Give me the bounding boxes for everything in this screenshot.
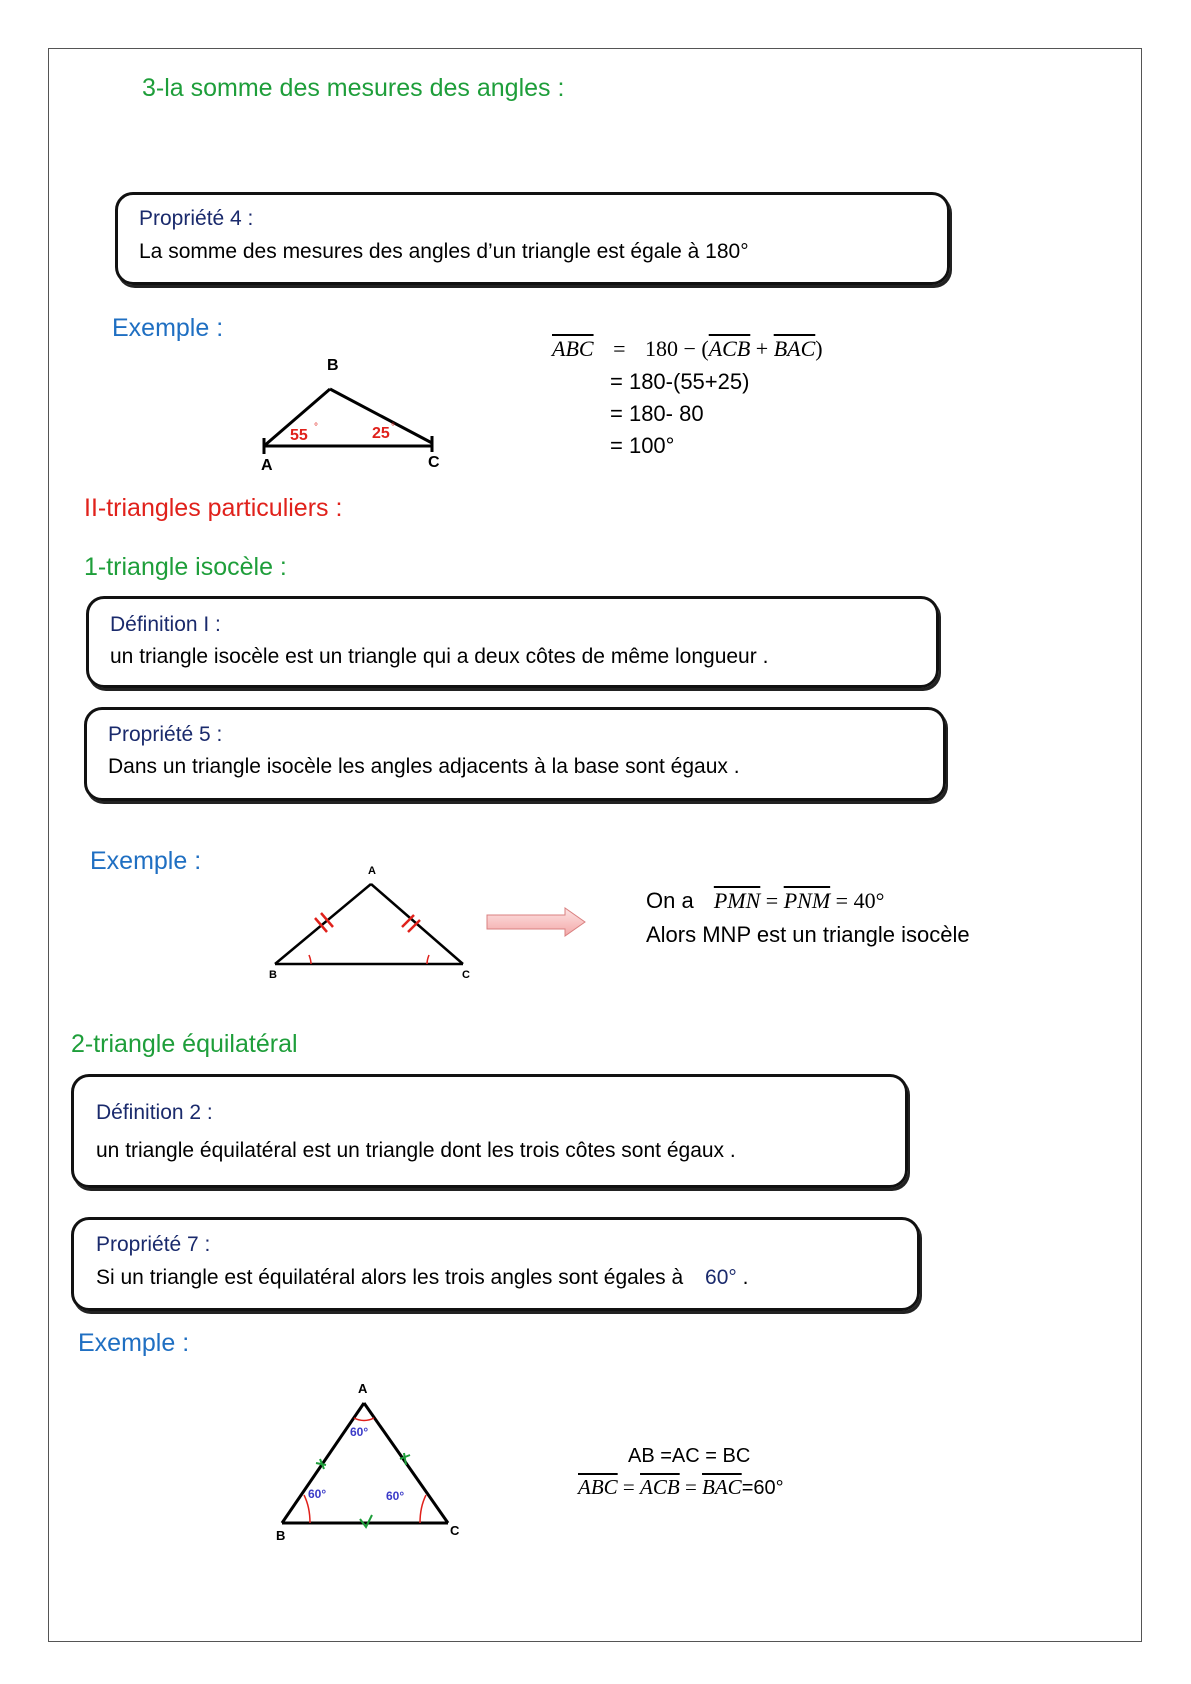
angle-abc: $\overline{ABC}$ xyxy=(552,336,594,361)
angle-c-value: 25 xyxy=(372,425,390,442)
definition-1-title: Définition I : xyxy=(110,613,221,636)
property-5-title: Propriété 5 : xyxy=(108,723,223,746)
equals-1: = xyxy=(760,888,784,913)
property-4-text: La somme des mesures des angles d’un triangle est égale à 180° xyxy=(139,240,749,263)
label-b: B xyxy=(327,357,339,374)
section-3-title: 3-la somme des mesures des angles : xyxy=(142,74,565,102)
angle-pnm: $\overline{PNM}$ xyxy=(783,888,831,913)
on-a-text: On a xyxy=(646,888,694,913)
angle-a-value: 60° xyxy=(350,1425,369,1439)
example-3-line-1: AB =AC = BC xyxy=(628,1445,751,1467)
angle-c-arc xyxy=(427,955,429,964)
example-3-line-2 xyxy=(578,1475,784,1500)
side-ab xyxy=(282,1403,364,1523)
example-1-line-2: = 180-(55+25) xyxy=(610,369,750,394)
angle-abc: $\overline{ABC}$ xyxy=(578,1475,618,1499)
example-2-line-1 xyxy=(646,888,884,914)
angle-c-arc xyxy=(420,1495,426,1523)
property-7-text-end: . xyxy=(736,1266,749,1289)
label-c: C xyxy=(462,969,470,981)
angle-b-value: 60° xyxy=(308,1487,327,1501)
example-1-line-4: = 100° xyxy=(610,433,675,458)
angle-bac: $\overline{BAC}$ xyxy=(773,336,816,361)
plus-sign: + xyxy=(750,336,774,361)
property-7-text-main: Si un triangle est équilatéral alors les trois angles sont égales à xyxy=(96,1266,684,1289)
label-a: A xyxy=(261,457,273,474)
angle-bac: $\overline{BAC}$ xyxy=(702,1475,742,1499)
property-5-text: Dans un triangle isocèle les angles adjacents à la base sont égaux . xyxy=(108,755,740,778)
angle-acb: $\overline{ACB}$ xyxy=(640,1475,680,1499)
isocele-title: 1-triangle isocèle : xyxy=(84,553,287,581)
page-border xyxy=(48,48,1142,1642)
label-b: B xyxy=(269,969,277,981)
equals-1: = xyxy=(617,1475,641,1499)
equilateral-triangle-figure xyxy=(270,1375,480,1545)
example-2-label: Exemple : xyxy=(90,847,202,875)
property-7-box xyxy=(71,1217,920,1311)
property-7-title: Propriété 7 : xyxy=(96,1233,211,1256)
example-2-line-2: Alors MNP est un triangle isocèle xyxy=(646,922,970,947)
example-3-label: Exemple : xyxy=(78,1329,190,1357)
eq-rhs-open: 180 − ( xyxy=(644,336,709,361)
triangle-abc-figure xyxy=(250,350,450,480)
equilateral-title: 2-triangle équilatéral xyxy=(71,1030,298,1058)
definition-2-box xyxy=(71,1074,908,1188)
definition-2-title: Définition 2 : xyxy=(96,1101,213,1124)
angle-c-value: 60° xyxy=(386,1489,405,1503)
property-5-box xyxy=(84,707,946,801)
eq-close: ) xyxy=(815,336,823,361)
implication-arrow-icon xyxy=(485,907,587,937)
definition-1-box xyxy=(86,596,939,688)
equals-60: =60° xyxy=(741,1477,784,1499)
label-c: C xyxy=(450,1523,460,1538)
label-b: B xyxy=(276,1528,286,1543)
angle-b-arc xyxy=(309,955,311,964)
label-a: A xyxy=(358,1381,368,1396)
isosceles-triangle-figure xyxy=(265,862,475,982)
side-ab xyxy=(275,884,371,964)
property-7-text xyxy=(96,1266,748,1290)
label-a: A xyxy=(368,865,376,877)
angle-pmn: $\overline{PMN}$ xyxy=(713,888,761,913)
equals-2: = xyxy=(679,1475,703,1499)
section-2-title: II-triangles particuliers : xyxy=(84,494,343,522)
angle-a-arc xyxy=(354,1418,374,1421)
definition-1-text: un triangle isocèle est un triangle qui a deux côtes de même longueur . xyxy=(110,645,769,668)
angle-c-degree: ° xyxy=(391,422,395,433)
angle-a-value: 55 xyxy=(290,427,308,444)
definition-2-text: un triangle équilatéral est un triangle dont les trois côtes sont égaux . xyxy=(96,1139,736,1162)
label-c: C xyxy=(428,454,440,471)
equals-40: = 40° xyxy=(830,888,885,913)
angle-a-degree: ° xyxy=(314,422,318,433)
example-1-label: Exemple : xyxy=(112,314,224,342)
property-7-value: 60° xyxy=(705,1266,737,1289)
equals-sign: = xyxy=(613,336,626,361)
example-1-line-3: = 180- 80 xyxy=(610,401,704,426)
angle-acb: $\overline{ACB}$ xyxy=(708,336,751,361)
property-4-box xyxy=(115,192,950,285)
property-4-title: Propriété 4 : xyxy=(139,207,254,230)
tick-bc xyxy=(360,1515,372,1527)
example-1-equation-1 xyxy=(552,336,823,362)
